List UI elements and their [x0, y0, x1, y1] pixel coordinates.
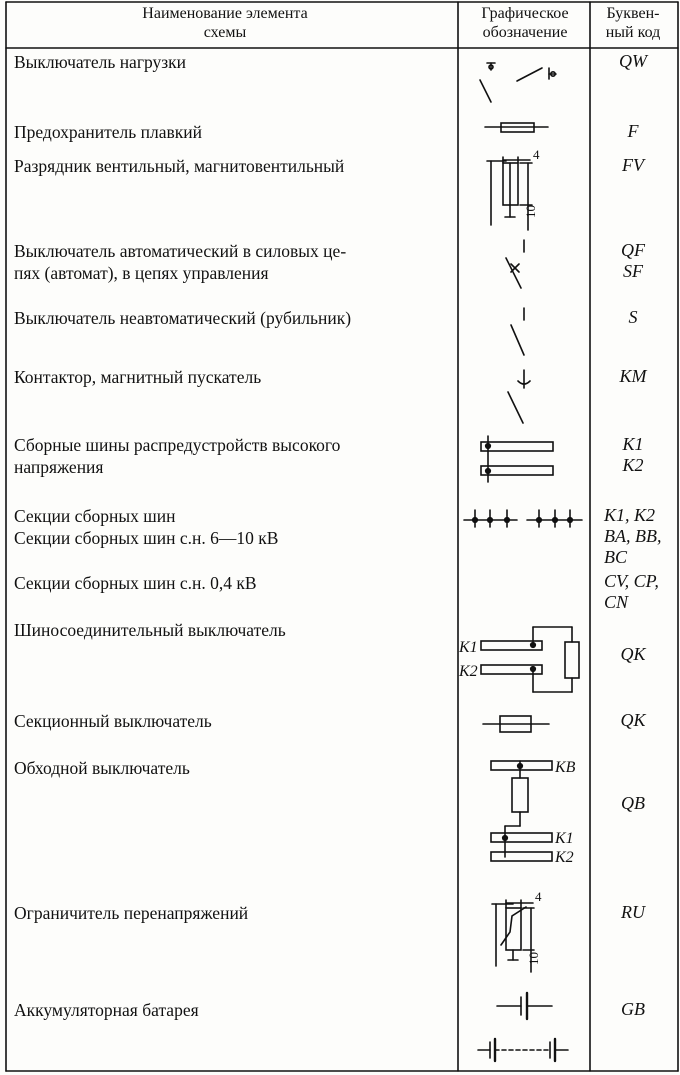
- name-line: Шиносоединительный выключатель: [14, 620, 286, 640]
- contactor-symbol: [508, 370, 530, 423]
- name-line: Секции сборных шин: [14, 506, 176, 526]
- name-line: Секционный выключатель: [14, 711, 212, 731]
- code-line: K2: [622, 455, 644, 475]
- load-switch-symbol: [480, 63, 556, 102]
- code-line: RU: [621, 902, 645, 922]
- k2-label: K2: [459, 663, 478, 680]
- name-line: Выключатель нагрузки: [14, 52, 187, 72]
- dimension-10-label-ru: 10: [526, 952, 541, 965]
- name-line: Секции сборных шин с.н. 6—10 кВ: [14, 528, 279, 548]
- k1-label-bypass: K1: [555, 830, 574, 847]
- name-line: Разрядник вентильный, магнитовентильный: [14, 156, 345, 176]
- code-line: QW: [619, 51, 647, 71]
- surge-limiter-symbol: [492, 889, 542, 972]
- code-line: S: [628, 307, 638, 327]
- name-line: Выключатель автоматический в силовых це-: [14, 241, 347, 261]
- arrester-symbol: [487, 147, 540, 230]
- k2-label-bypass: K2: [555, 849, 574, 866]
- code-line: K1: [622, 434, 644, 454]
- code-line: GB: [621, 999, 645, 1019]
- code-line: SF: [623, 261, 643, 281]
- k1-label: K1: [459, 639, 478, 656]
- code-line: CV, CP,: [604, 571, 659, 591]
- code-line: QK: [620, 644, 646, 664]
- code-line: CN: [604, 592, 629, 612]
- battery-symbol: [478, 993, 568, 1061]
- name-line: Аккумуляторная батарея: [14, 1000, 199, 1020]
- kb-label: KB: [555, 759, 576, 776]
- busbars-symbol: [481, 436, 553, 482]
- name-line: Выключатель неавтоматический (рубильник): [14, 308, 352, 328]
- code-line: K1, K2: [604, 505, 656, 525]
- name-line: Обходной выключатель: [14, 758, 190, 778]
- dimension-10-label: 10: [523, 205, 538, 218]
- header-code-line2: ный код: [605, 24, 661, 41]
- table-grid: [6, 2, 678, 1071]
- bypass-switch-symbol: [491, 759, 576, 866]
- sectional-switch-symbol: [483, 716, 549, 732]
- code-line: KM: [619, 366, 647, 386]
- name-line: напряжения: [14, 457, 104, 477]
- name-line: Секции сборных шин с.н. 0,4 кВ: [14, 573, 257, 593]
- bus-coupler-symbol: [458, 627, 579, 692]
- bus-sections-symbol: [464, 510, 582, 527]
- dimension-4-label-ru: 4: [535, 889, 542, 904]
- name-line: пях (автомат), в цепях управления: [14, 263, 269, 283]
- fuse-symbol: [485, 123, 548, 132]
- code-line: BC: [604, 547, 628, 567]
- code-line: FV: [622, 155, 644, 175]
- header-name-line2: схемы: [203, 24, 247, 41]
- name-line: Сборные шины распредустройств высокого: [14, 435, 341, 455]
- header-symbol-line2: обозначение: [482, 24, 568, 41]
- code-line: BA, BB,: [604, 526, 662, 546]
- code-line: QF: [621, 240, 645, 260]
- name-line: Предохранитель плавкий: [14, 122, 203, 142]
- header-name-line1: Наименование элемента: [142, 5, 308, 22]
- knife-switch-symbol: [511, 308, 524, 355]
- code-line: QB: [621, 793, 645, 813]
- name-line: Ограничитель перенапряжений: [14, 903, 249, 923]
- circuit-breaker-symbol: [506, 240, 524, 288]
- header-code-line1: Буквен-: [606, 5, 660, 22]
- code-line: F: [627, 121, 639, 141]
- code-line: QK: [620, 710, 646, 730]
- header-symbol-line1: Графическое: [481, 5, 569, 22]
- name-line: Контактор, магнитный пускатель: [14, 367, 262, 387]
- dimension-4-label: 4: [533, 147, 540, 162]
